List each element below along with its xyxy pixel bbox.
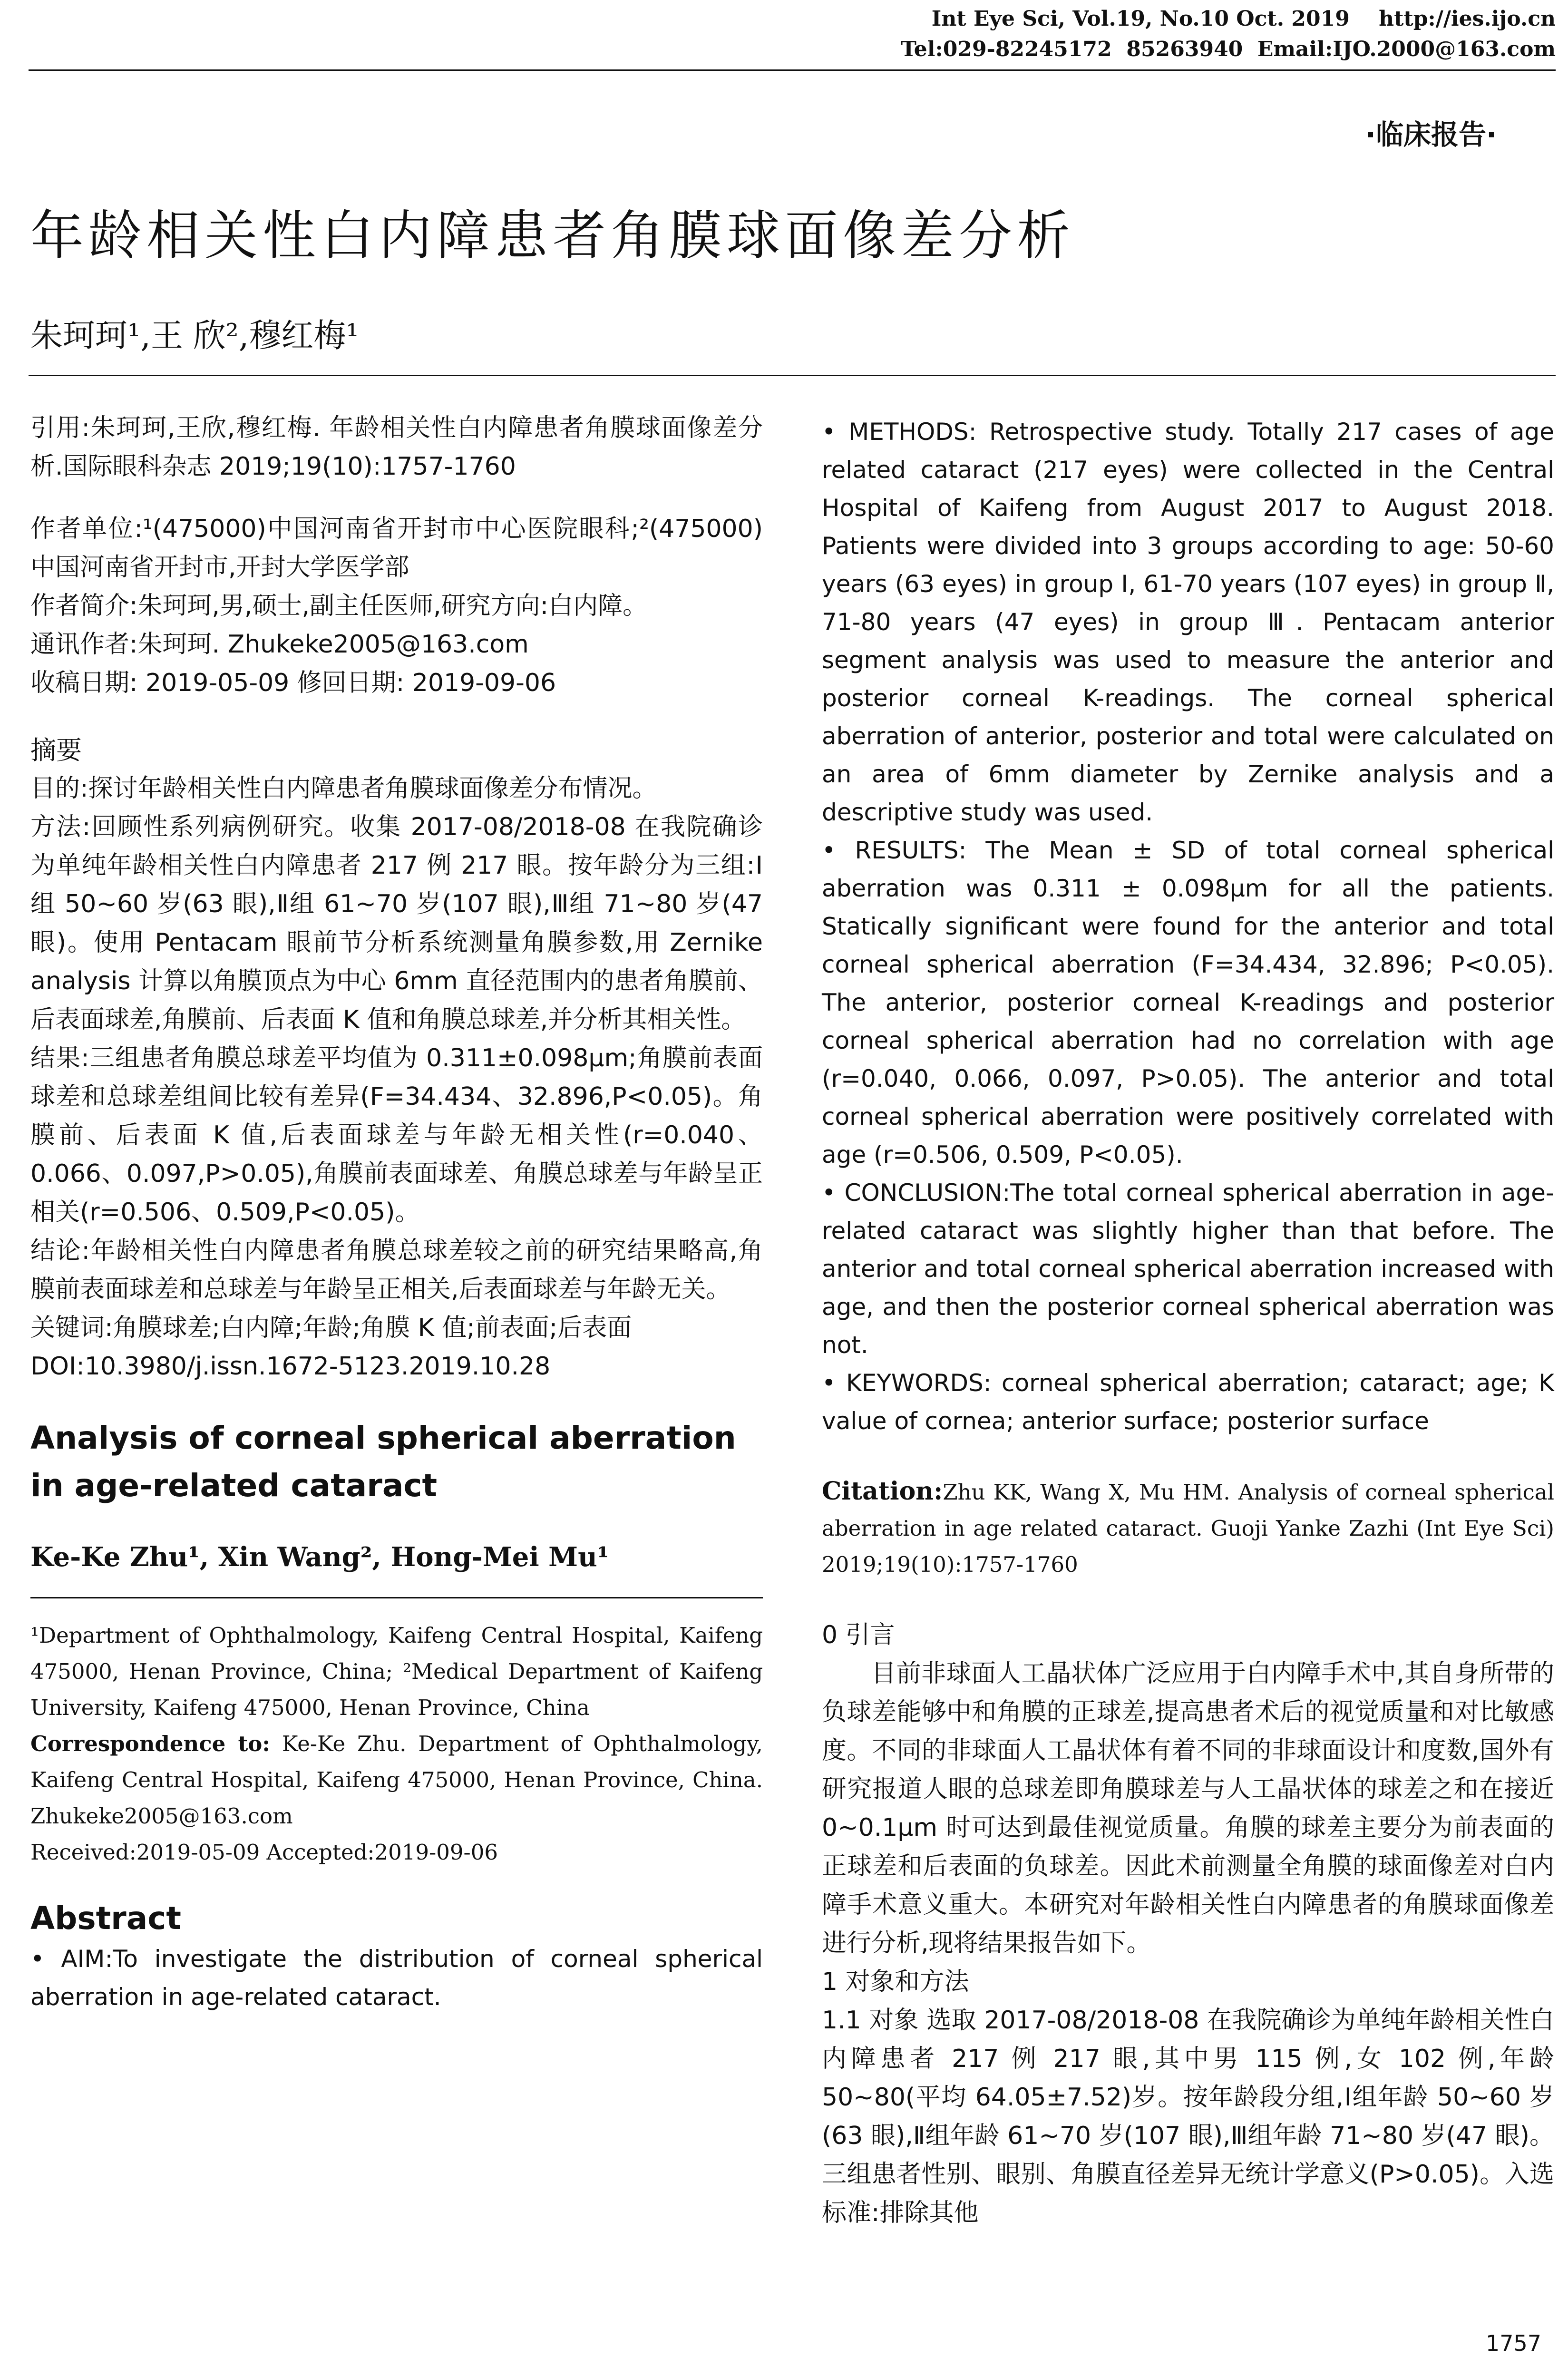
abstract-aim-cn: 目的:探讨年龄相关性白内障患者角膜球面像差分布情况。 [30,774,657,803]
citation-en-label: Citation: [822,1477,943,1506]
intro-paragraph: 目前非球面人工晶状体广泛应用于白内障手术中,其自身所带的负球差能够中和角膜的正球差,提高患者术后的视觉质量和对比敏感度。不同的非球面人工晶状体有着不同的非球面设计和度数,国外有研究报道人眼的总球差即角膜球差与人工晶状体的球差之和在接近 0~0.1μm 时可达到最佳视觉质量。角膜的球差主要分为前表面的正球差和后表面的负球差。因此术前测量全角膜的球面像差对白内障手术意义重大。本研究对年龄相关性白内障患者的角膜球面像差进行分析,现将结果报告如下。 [822,1659,1554,1958]
english-correspondence: Ke-Ke Zhu. Department of Ophthalmology, Kaifeng Central Hospital, Kaifeng 475000, Henan Province, China. Zhukeke2005@163.com [30,1731,763,1829]
header-rule [29,69,1556,71]
authors-rule [30,1576,763,1598]
citation-en: Zhu KK, Wang X, Mu HM. Analysis of corneal spherical aberration in age related cataract. Guoji Yanke Zazhi (Int Eye Sci) 2019;19(10):1757-1760 [822,1480,1554,1577]
abstract-results-cn: 结果:三组患者角膜总球差平均值为 0.311±0.098μm;角膜前表面球差和总球差组间比较有差异(F=34.434、32.896,P<0.05)。角膜前、后表面 K 值,后表面球差与年龄无相关性(r=0.040、0.066、0.097,P>0.05),角膜前表面球差、角膜总球差与年龄呈正相关(r=0.506、0.509,P<0.05)。 [30,1044,763,1227]
subjects-paragraph: 1.1 对象 选取 2017-08/2018-08 在我院确诊为单纯年龄相关性白内障患者 217 例 217 眼,其中男 115 例,女 102 例,年龄 50~80(平均 64.05±7.52)岁。按年龄段分组,Ⅰ组年龄 50~60 岁(63 眼),Ⅱ组年龄 61~70 岁(107 眼),Ⅲ组年龄 71~80 岁(47 眼)。三组患者性别、眼别、角膜直径差异无统计学意义(P>0.05)。入选标准:排除其他 [822,2006,1554,2227]
abstract-aim-en: • AIM:To investigate the distribution of corneal spherical aberration in age-related cataract. [30,1945,763,2011]
methods-heading: 1 对象和方法 [822,1968,969,1996]
affiliation-cn: 作者单位:¹(475000)中国河南省开封市中心医院眼科;²(475000)中国河南省开封市,开封大学医学部 [30,515,763,582]
keywords-cn: 关键词:角膜球差;白内障;年龄;角膜 K 值;前表面;后表面 [30,1314,632,1342]
authors-cn: 朱珂珂¹,王 欣²,穆红梅¹ [30,317,359,355]
english-affiliation: ¹Department of Ophthalmology, Kaifeng Central Hospital, Kaifeng 475000, Henan Province, China; ²Medical Department of Kaifeng University, Kaifeng 475000, Henan Province, China [30,1623,763,1720]
abstract-heading-en: Abstract [30,1900,181,1937]
english-dates: Received:2019-05-09 Accepted:2019-09-06 [30,1840,498,1865]
abstract-conclusion-cn: 结论:年龄相关性白内障患者角膜总球差较之前的研究结果略高,角膜前表面球差和总球差与年龄呈正相关,后表面球差与年龄无关。 [30,1237,763,1304]
article-title-cn: 年龄相关性白内障患者角膜球面像差分析 [30,205,1075,267]
doi: DOI:10.3980/j.issn.1672-5123.2019.10.28 [30,1352,551,1381]
correspondence-cn: 通讯作者:朱珂珂. Zhukeke2005@163.com [30,630,529,659]
right-column [822,413,1554,2232]
english-authors: Ke-Ke Zhu¹, Xin Wang², Hong-Mei Mu¹ [30,1541,609,1573]
left-column [30,409,763,2016]
received-revised-dates: 收稿日期: 2019-05-09 修回日期: 2019-09-06 [30,669,556,697]
abstract-conclusion-en: • CONCLUSION:The total corneal spherical aberration in age-related cataract was slightly higher than that before. The anterior and total corneal spherical aberration increased with age, and then the posterior corneal spherical aberration was not. [822,1179,1554,1359]
page-number: 1757 [1485,2330,1541,2356]
english-title: Analysis of corneal spherical aberration in age-related cataract [30,1420,736,1504]
author-intro: 作者简介:朱珂珂,男,硕士,副主任医师,研究方向:白内障。 [30,592,648,620]
abstract-heading-cn: 摘要 [30,735,82,765]
abstract-methods-en: • METHODS: Retrospective study. Totally 217 cases of age related cataract (217 eyes) were collected in the Central Hospital of Kaifeng from August 2017 to August 2018. Patients were divided into 3 groups according to age: 50-60 years (63 eyes) in group Ⅰ, 61-70 years (107 eyes) in group Ⅱ, 71-80 years (47 eyes) in group Ⅲ. Pentacam anterior segment analysis was used to measure the anterior and posterior corneal K-readings. The corneal spherical aberration of anterior, posterior and total were calculated on an area of 6mm diameter by Zernike analysis and a descriptive study was used. [822,418,1554,826]
section-tag: ·临床报告· [1365,118,1497,151]
keywords-en: • KEYWORDS: corneal spherical aberration; cataract; age; K value of cornea; anterior surface; posterior surface [822,1369,1554,1435]
intro-heading: 0 引言 [822,1621,895,1649]
citation-cn: 引用:朱珂珂,王欣,穆红梅. 年龄相关性白内障患者角膜球面像差分析.国际眼科杂志 2019;19(10):1757-1760 [30,414,763,481]
english-correspondence-label: Correspondence to: [30,1731,270,1756]
journal-header-line2: Tel:029-82245172 85263940 Email:IJO.2000@163.com [901,37,1556,61]
abstract-results-en: • RESULTS: The Mean ± SD of total corneal spherical aberration was 0.311 ± 0.098μm for all the patients. Statically significant were found for the anterior and total corneal spherical aberration (F=34.434, 32.896; P<0.05). The anterior, posterior corneal K-readings and posterior corneal spherical aberration had no correlation with age (r=0.040, 0.066, 0.097, P>0.05). The anterior and total corneal spherical aberration were positively correlated with age (r=0.506, 0.509, P<0.05). [822,837,1554,1169]
journal-header-line1: Int Eye Sci, Vol.19, No.10 Oct. 2019 http://ies.ijo.cn [931,7,1556,31]
title-rule [29,375,1556,376]
abstract-methods-cn: 方法:回顾性系列病例研究。收集 2017-08/2018-08 在我院确诊为单纯年龄相关性白内障患者 217 例 217 眼。按年龄分为三组:Ⅰ组 50~60 岁(63 眼),Ⅱ组 61~70 岁(107 眼),Ⅲ组 71~80 岁(47 眼)。使用 Pentacam 眼前节分析系统测量角膜参数,用 Zernike analysis 计算以角膜顶点为中心 6mm 直径范围内的患者角膜前、后表面球差,角膜前、后表面 K 值和角膜总球差,并分析其相关性。 [30,813,763,1034]
